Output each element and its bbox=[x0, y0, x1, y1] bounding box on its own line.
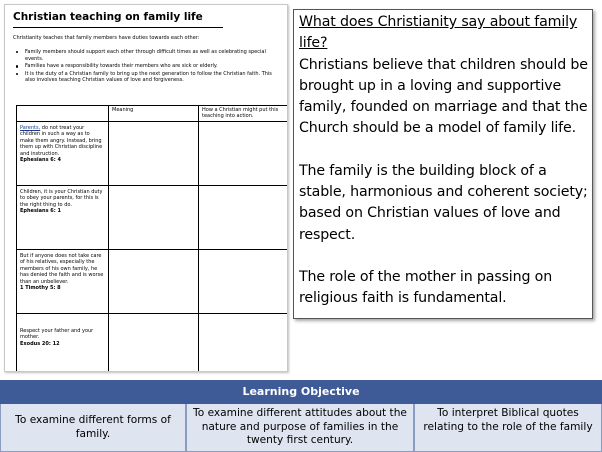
quote-text: But if anyone does not take care of his relatives, especially the members of his own family, he has denied the faith and is worse than an unbeliever. bbox=[20, 253, 104, 285]
worksheet-intro: Christianity teaches that family members have duties towards each other: bbox=[13, 35, 200, 41]
objective-cell bbox=[186, 404, 414, 452]
meaning-cell bbox=[109, 314, 199, 373]
action-cell bbox=[199, 250, 289, 314]
meaning-cell bbox=[109, 122, 199, 186]
objective-cell bbox=[414, 404, 602, 452]
duties-list bbox=[13, 49, 283, 85]
table-row bbox=[17, 250, 289, 314]
quote-lead: Parents, bbox=[20, 125, 41, 131]
objective-text: To examine different forms of family. bbox=[15, 414, 171, 440]
meaning-cell bbox=[109, 250, 199, 314]
worksheet bbox=[4, 4, 288, 372]
teaching-table bbox=[16, 105, 288, 372]
bible-reference: 1 Timothy 5: 8 bbox=[20, 285, 61, 292]
objective-cell bbox=[0, 404, 186, 452]
family-life-textbox bbox=[293, 9, 593, 319]
objective-text: To examine different attitudes about the nature and purpose of families in the twenty first century. bbox=[193, 407, 407, 446]
table-row bbox=[17, 122, 289, 186]
bible-reference: Exodus 20: 12 bbox=[20, 340, 60, 347]
title-divider bbox=[13, 27, 223, 28]
list-item: Families have a responsibility towards their members who are sick or elderly. bbox=[13, 63, 283, 70]
objective-text: To interpret Biblical quotes relating to the role of the family bbox=[423, 407, 593, 433]
quote-text: Children, it is your Christian duty to obey your parents, for this is the right thing to do. bbox=[20, 189, 103, 208]
list-item: It is the duty of a Christian family to bring up the next generation to follow the Christian faith. This also involves teaching Christian values of love and forgiveness. bbox=[13, 71, 283, 84]
panel-paragraph: The role of the mother in passing on religious faith is fundamental. bbox=[299, 268, 553, 307]
table-header-blank bbox=[17, 106, 109, 122]
meaning-cell bbox=[109, 186, 199, 250]
panel-paragraph: The family is the building block of a stable, harmonious and coherent society; based on Christian values of love and respect. bbox=[299, 162, 588, 243]
panel-paragraph: Christians believe that children should be brought up in a loving and supportive family, founded on marriage and that the Church should be a model of family life. bbox=[299, 56, 588, 137]
bible-reference: Ephesians 6: 1 bbox=[20, 208, 61, 215]
learning-objective-header: Learning Objective bbox=[0, 380, 602, 404]
list-item: Family members should support each other through difficult times as well as celebrating special events. bbox=[13, 49, 283, 62]
action-cell bbox=[199, 122, 289, 186]
paragraph-gap bbox=[299, 246, 588, 267]
quote-cell bbox=[17, 186, 109, 250]
quote-text: Respect your father and your mother. bbox=[20, 328, 94, 341]
table-row bbox=[17, 314, 289, 373]
panel-question: What does Christianity say about family life? bbox=[299, 14, 578, 52]
table-header-meaning: Meaning bbox=[109, 106, 199, 122]
paragraph-gap bbox=[299, 140, 588, 161]
action-cell bbox=[199, 186, 289, 250]
learning-objective-row bbox=[0, 404, 602, 452]
action-cell bbox=[199, 314, 289, 373]
quote-cell bbox=[17, 314, 109, 373]
quote-cell bbox=[17, 122, 109, 186]
worksheet-title: Christian teaching on family life bbox=[13, 11, 203, 23]
bible-reference: Ephesians 6: 4 bbox=[20, 157, 61, 164]
table-header-action: How a Christian might put this teaching into action. bbox=[199, 106, 289, 122]
table-row bbox=[17, 186, 289, 250]
table-header-row bbox=[17, 106, 289, 122]
quote-cell bbox=[17, 250, 109, 314]
quote-text: do not treat your children in such a way as to make them angry. Instead, bring them up with Christian discipline and instruction. bbox=[20, 125, 103, 157]
